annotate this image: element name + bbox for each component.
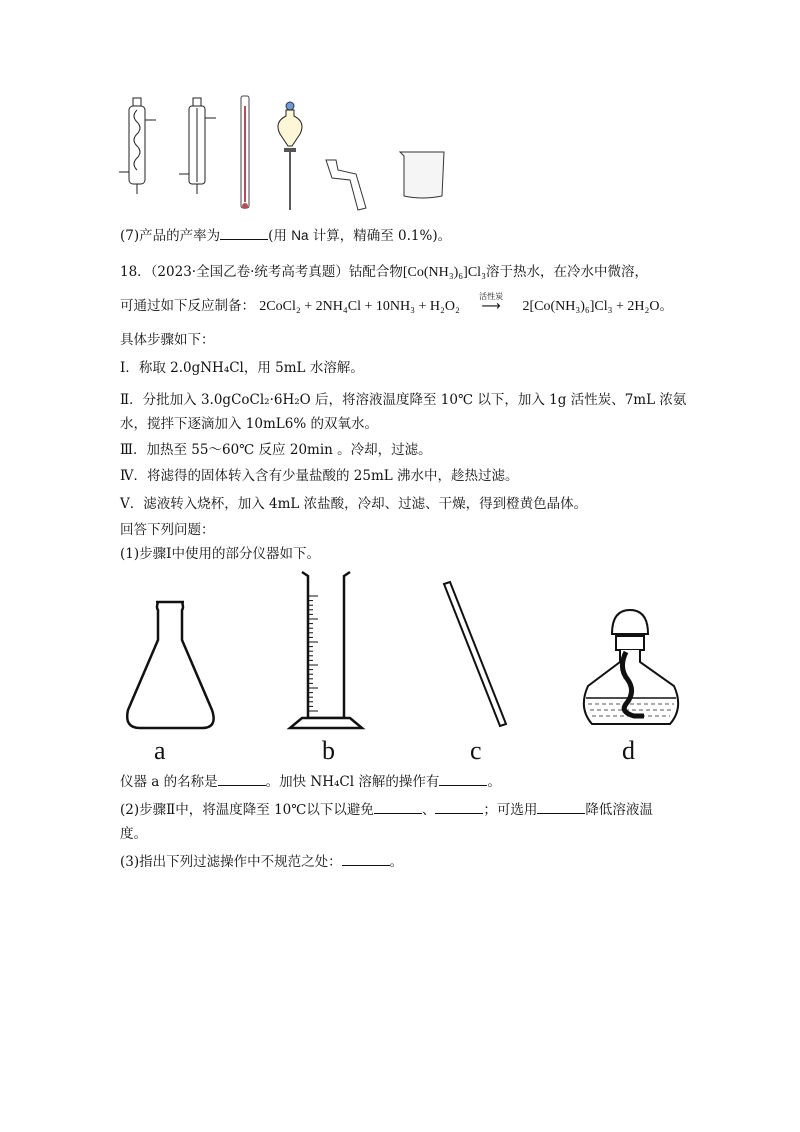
step-5: Ⅴ．滤液转入烧杯，加入 4mL 浓盐酸，冷却、过滤、干燥，得到橙黄色晶体。 bbox=[120, 496, 588, 512]
beaker-icon bbox=[398, 150, 448, 200]
glass-rod-icon bbox=[440, 580, 510, 730]
q2-line: (2)步骤Ⅱ中，将温度降至 10℃以下以避免 、 ；可选用 降低溶液温 bbox=[120, 802, 653, 818]
q18-line1: 18．（2023·全国乙卷·统考高考真题）钴配合物[Co(NH₃)₆]Cl₃溶于热水，在冷水中微溶， bbox=[120, 264, 648, 280]
label-b: b bbox=[322, 736, 335, 765]
q1-blank-1[interactable] bbox=[218, 773, 266, 786]
label-d: d bbox=[622, 736, 635, 765]
coil-condenser-icon bbox=[118, 98, 158, 196]
equation-right: 2[Co(NH₃)₆]Cl₃ + 2H₂O bbox=[522, 299, 660, 314]
conical-flask-icon bbox=[120, 600, 220, 730]
answer-intro: 回答下列问题： bbox=[120, 522, 215, 538]
separatory-funnel-icon bbox=[272, 100, 308, 212]
reaction-arrow: 活性炭 ⟶ bbox=[464, 296, 518, 316]
equation-left: 2CoCl₂ + 2NH₄Cl + 10NH₃ + H₂O₂ bbox=[259, 299, 460, 314]
q3-line: (3)指出下列过滤操作中不规范之处： 。 bbox=[120, 854, 404, 870]
straight-condenser-icon bbox=[178, 98, 218, 196]
q7-blank[interactable] bbox=[220, 227, 268, 240]
step-1: Ⅰ．称取 2.0gNH₄Cl，用 5mL 水溶解。 bbox=[120, 360, 364, 376]
q3-blank[interactable] bbox=[342, 853, 390, 866]
q2-blank-1[interactable] bbox=[374, 801, 422, 814]
q1-heading: (1)步骤Ⅰ中使用的部分仪器如下。 bbox=[120, 546, 320, 562]
graduated-cylinder-icon bbox=[288, 570, 378, 732]
q1-blank-2[interactable] bbox=[439, 773, 487, 786]
catalyst-label: 活性炭 bbox=[479, 292, 504, 301]
q2-line-cont: 度。 bbox=[120, 826, 147, 842]
bent-tube-icon bbox=[322, 158, 372, 214]
q7-line: (7)产品的产率为 (用 Na 计算，精确至 0.1%)。 bbox=[120, 228, 452, 244]
alcohol-lamp-icon bbox=[578, 608, 688, 728]
q18-equation-line: 可通过如下反应制备： 2CoCl₂ + 2NH₄Cl + 10NH₃ + H₂O₂ 活性炭 ⟶ 2[Co(NH₃)₆]Cl₃ + 2H₂O。 bbox=[120, 296, 673, 317]
q2-blank-3[interactable] bbox=[537, 801, 585, 814]
step-4: Ⅳ．将滤得的固体转入含有少量盐酸的 25mL 沸水中，趁热过滤。 bbox=[120, 468, 519, 484]
step-2a: Ⅱ．分批加入 3.0gCoCl₂·6H₂O 后，将溶液温度降至 10℃ 以下，加入 1g 活性炭、7mL 浓氨 bbox=[120, 392, 687, 408]
steps-intro: 具体步骤如下： bbox=[120, 332, 215, 348]
thermometer-icon bbox=[238, 96, 252, 214]
q2-blank-2[interactable] bbox=[435, 801, 483, 814]
label-c: c bbox=[470, 736, 482, 765]
complex-formula: [Co(NH₃)₆]Cl₃ bbox=[402, 265, 486, 280]
step-2b: 水，搅拌下逐滴加入 10mL6% 的双氧水。 bbox=[120, 416, 378, 432]
step-3: Ⅲ．加热至 55～60℃ 反应 20min 。冷却，过滤。 bbox=[120, 442, 432, 458]
q1-line: 仪器 a 的名称是 。加快 NH₄Cl 溶解的操作有 。 bbox=[120, 774, 501, 790]
label-a: a bbox=[154, 736, 166, 765]
